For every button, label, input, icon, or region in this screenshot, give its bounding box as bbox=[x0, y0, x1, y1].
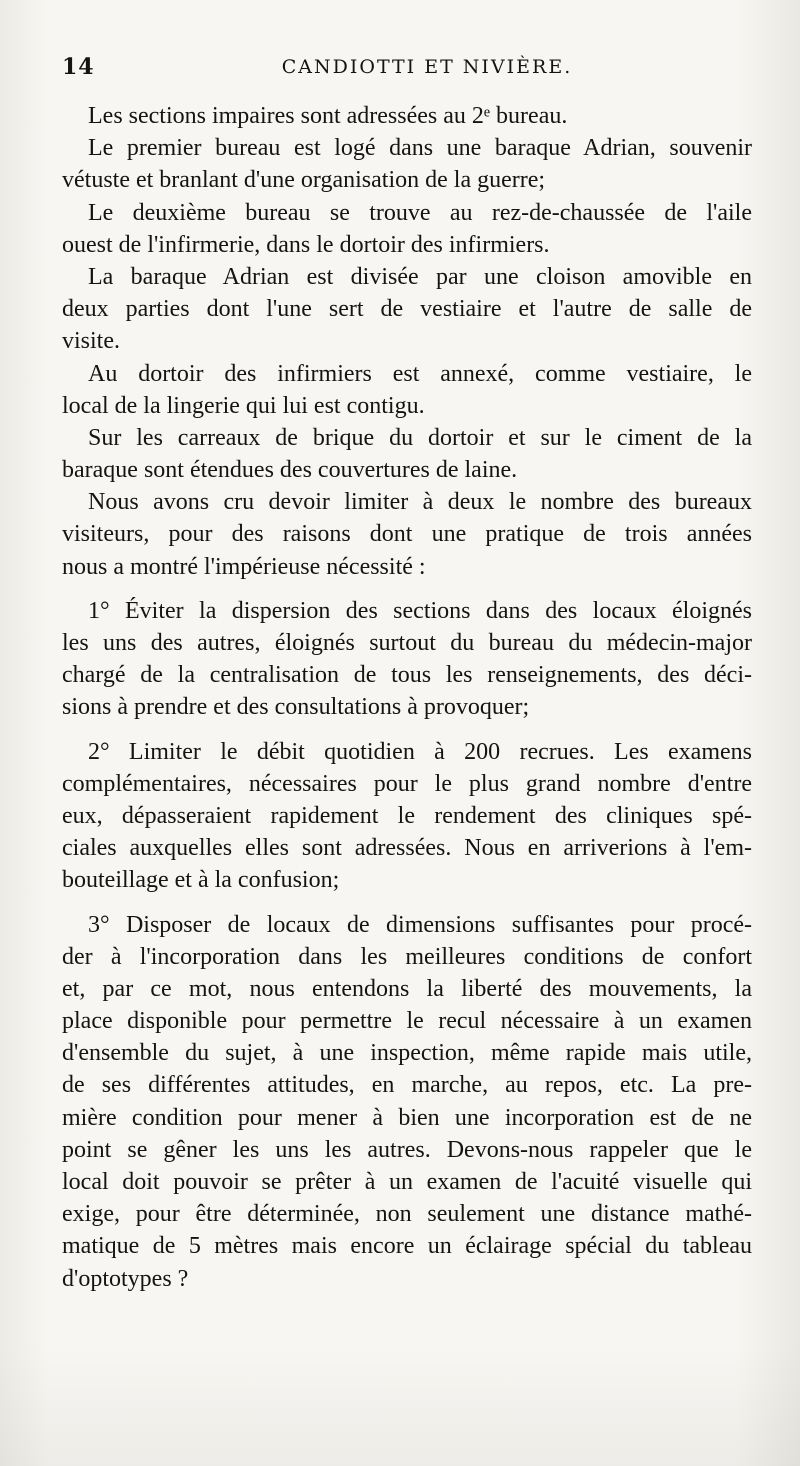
text-line: La baraque Adrian est divisée par une cloison amovible en bbox=[88, 263, 752, 290]
text-line: deux parties dont l'une sert de vestiaire et l'autre de salle de bbox=[62, 296, 752, 323]
list-item-1: 1° Éviter la dispersion des sections dans des locaux éloignés bbox=[88, 597, 752, 624]
text-line: et, par ce mot, nous entendons la liberté des mouvements, la bbox=[62, 975, 752, 1002]
text-line: place disponible pour permettre le recul nécessaire à un examen bbox=[62, 1008, 752, 1035]
text-line: les uns des autres, éloignés surtout du bureau du médecin-major bbox=[62, 630, 752, 656]
text-line: chargé de la centralisation de tous les renseignements, des déci- bbox=[62, 662, 752, 689]
text-line: exige, pour être déterminée, non seulement une distance mathé- bbox=[62, 1201, 752, 1228]
text-line: local de la lingerie qui lui est contigu. bbox=[62, 392, 425, 419]
list-item-2: 2° Limiter le débit quotidien à 200 recrues. Les examens bbox=[88, 738, 752, 765]
text-line: visite. bbox=[62, 328, 120, 355]
body-text bbox=[62, 100, 752, 1295]
text-line: Sur les carreaux de brique du dortoir et sur le ciment de la bbox=[88, 424, 752, 451]
text-line: baraque sont étendues des couvertures de laine. bbox=[62, 457, 518, 484]
text-line: visiteurs, pour des raisons dont une pratique de trois années bbox=[62, 521, 752, 548]
running-head: CANDIOTTI ET NIVIÈRE. bbox=[281, 56, 573, 78]
text-line: eux, dépasseraient rapidement le rendement des cliniques spé- bbox=[62, 802, 752, 829]
page-number: 14 bbox=[62, 54, 95, 80]
text-line: d'optotypes ? bbox=[62, 1265, 189, 1292]
text-line: Le deuxième bureau se trouve au rez-de-chaussée de l'aile bbox=[88, 199, 752, 226]
text-line: Les sections impaires sont adressées au 2ᵉ bureau. bbox=[88, 103, 568, 129]
text-line: ouest de l'infirmerie, dans le dortoir des infirmiers. bbox=[62, 231, 550, 258]
text-line: local doit pouvoir se prêter à un examen de l'acuité visuelle qui bbox=[62, 1169, 752, 1195]
text-line: sions à prendre et des consultations à provoquer; bbox=[62, 694, 530, 721]
text-line: mière condition pour mener à bien une incorporation est de ne bbox=[62, 1104, 752, 1131]
text-line: der à l'incorporation dans les meilleures conditions de confort bbox=[62, 943, 752, 970]
text-line: ciales auxquelles elles sont adressées. Nous en arriverions à l'em- bbox=[62, 835, 752, 862]
text-line: nous a montré l'impérieuse nécessité : bbox=[62, 553, 426, 580]
text-line: bouteillage et à la confusion; bbox=[62, 867, 340, 894]
text-line: vétuste et branlant d'une organisation de la guerre; bbox=[62, 167, 546, 194]
text-line: matique de 5 mètres mais encore un éclairage spécial du tableau bbox=[62, 1233, 752, 1260]
text-line: Au dortoir des infirmiers est annexé, comme vestiaire, le bbox=[88, 360, 752, 387]
text-line: Le premier bureau est logé dans une baraque Adrian, souvenir bbox=[88, 135, 752, 162]
text-line: complémentaires, nécessaires pour le plus grand nombre d'entre bbox=[62, 770, 752, 797]
page-header bbox=[62, 54, 752, 86]
text-line: de ses différentes attitudes, en marche, au repos, etc. La pre- bbox=[62, 1072, 752, 1099]
text-line: d'ensemble du sujet, à une inspection, même rapide mais utile, bbox=[62, 1040, 752, 1067]
list-item-3: 3° Disposer de locaux de dimensions suffisantes pour procé- bbox=[88, 911, 752, 938]
paper-shading bbox=[0, 1346, 800, 1466]
text-line: Nous avons cru devoir limiter à deux le nombre des bureaux bbox=[88, 489, 752, 516]
text-line: point se gêner les uns les autres. Devons-nous rappeler que le bbox=[62, 1136, 752, 1163]
